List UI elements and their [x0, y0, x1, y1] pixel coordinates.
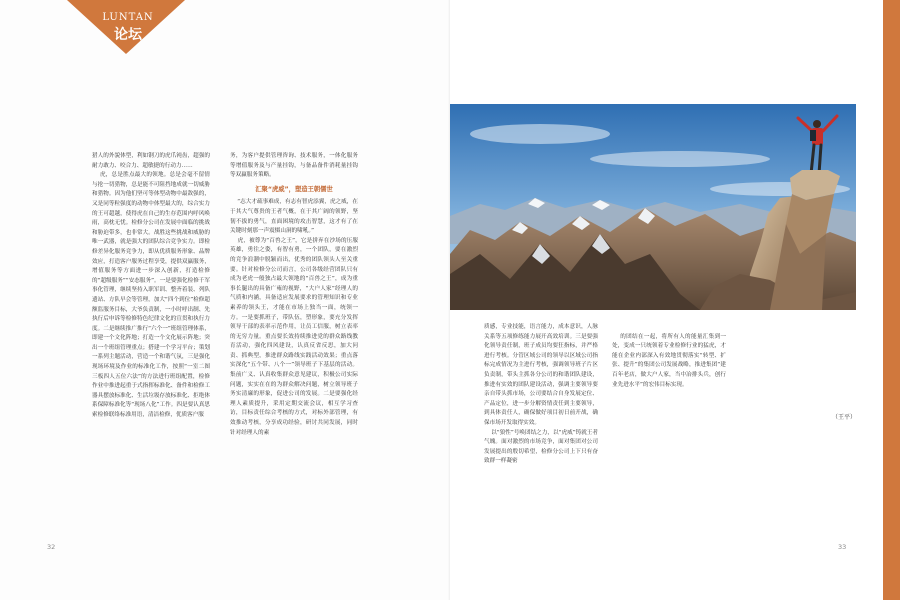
- left-column-2-intro: 务，为客户提供管理咨询、技术服务，一体化服务等增值服务及与产量挂钩，与备品备件消耗量挂钩等双赢服务策略。: [230, 153, 358, 179]
- section-tag: [67, 0, 185, 54]
- left-column-1: 猎人的外貌体型，利如钢刀的虎爪钝齿，超强的耐力敢力、咬合力、超敏捷的行动力…… 虎，总是胜点最大的领地。总是会毫不留情与抢一切猎物，总是能不可阻挡地成就一切威胁和猎物。因为他们坚可等体型动物中最敌强的，又是同等粒强度的动物中体型最大的，综合实力的王可超越，使得虎在自己的生存范围内呼风唤雨，高枕无忧。检修分公司在发展中面临的挑战和胁迫带多，也非常大。战胜这些挑战和威胁的唯一武器，就是强大的团队综合竞争实力。即检修差异化服务竞争力，即从优质服务形象、品牌效应，打造客户服务过程享受，提供双赢服务，增值服务等方面进一步深入创新，打造检修的“超级服务”“安态服务”。一是要强化检修千军事化管理，继续坚持入职军训、整齐着装、列队遗站、方队早会等管理，加大“四个到位”检修超额监服务目标，大爷负责制，一小时呼出制、先执行后申诉等检修特色纪律文化的宣贯和执行力度。二是继续推广推行“六个一”班组管理体系，即建一个文化阵地；打造一个文化展示阵地；突出一个班组管理重点；搭建一个学习平台；策划一系列主题活动，营造一个和谐气氛，三是强化现场环境及作业的标准化工作，按照“一室二图三板四人五位六法”的方法进行班组配置，检修作业中推进起重于式指挥标准化、备件和检修工器具摆放标准化、生活垃圾存放标准化、拒绝体系保障标准化等“现场八化”工作。四是要认真思索检修联络标准用语，清洁检修，优质客户服: [92, 153, 210, 419]
- right-column-3: [740, 323, 856, 423]
- left-column-2: [230, 152, 358, 537]
- right-column-2-text: 的团结在一起，将所有人的能量汇集到一处，变成一只统领着专业检修行业的猛虎，才能在企业内部深入有效地贯彻落实“转型、扩张、提升”的集团公司发展战略，推进集团“建百年老店，做大户人家，当中冶排头兵，创行业先进水平”的宏伟目标实现。: [612, 333, 726, 388]
- sub-heading: 汇聚“虎威”，塑造王朝儒世: [255, 185, 333, 193]
- section-label-cn: 论坛: [114, 27, 142, 43]
- right-column-1: 质感，专业技能，语言能力，成本意识，人脉关系等五项修练能力展开高效培训。三是要强化领导责任制，班子成员均要狂指标，并严格进行考核。分管区域公司的领导以区域公司指标完成情况为主进行考核，强调领导班子片区负责制，带头主抓各分公司的和谐团队建设，推进有实效的团队建设活动，强调主要领导要亲自带头抓市场，公司要结合自身发展定位、产品定位，进一步分解资情责任到主要领导，到具体责任人，确保做好项目初日前开战，确保市场开发取得实效。 以“狼性”号唤团结之力，以“虎威”铸就王者气魄。面对激烈的市场竞争，面对集团对公司发展提出的殷切希望，检修分公司上下只有奋致群一样凝密: [484, 324, 598, 465]
- orange-side-band: [883, 0, 900, 600]
- right-column-2: [612, 323, 726, 535]
- mountain-summit-illustration: [450, 104, 856, 310]
- section-label-en: LUNTAN: [102, 12, 154, 23]
- author-byline: （王平）: [831, 414, 856, 422]
- page-number-left: 32: [47, 543, 56, 551]
- page-number-right: 33: [838, 543, 847, 551]
- left-column-2-body: “志大才疏事难成，有志有智虎添翼，虎之威，在于其大气尊贵的王者气概，在于其广阔的领野，坚韧不拔的勇气，直面困境的攻击智慧，这才有了在关键时刻那一声震慑山洞的啸吼。” 虎，被尊为“百兽之王”，它是拼弃在沙场的压服英雄，勇往之姿，有智有勇，一个团队，要在激烈的竞争浪潮中脱颖而出，优秀的团队领头人至关重要。针对检修分公司而言，公司各级经营团队只有成为老虎一般独占最大领地的“百兽之王”，成为重事长腿出的具备广雍的视野，“大户人家”经理人的气质和内涵，具备适应发展要求的管理知识和专业素养的领头王，才能在市场上独当一面，统领一方。一是要抓班子，带队伍，塑形象，要充分发挥领导干部的表率示范作用，让员工信服，树立表率的无穷力量。重点要长效持续推进党的群众路线教育活动，强化四风建设，认真反省反思，加大问责、抓典型，推进群众路线实践活动效果；重点落实深化“五个带、八个一”领导班子下基层的活动。集前广义、认真收集群众意见建议，积极公司实际问题，实实在在的为群众解决问题，树立领导班子务实清廉的形象，促进公司的发展。二是要强化经理人素质提升，采用定期交流会议，相互学习查访，目标责任综合考核的方式，对标外部管理，有效推动考核，分享成功经验，研讨共同发展，同时针对经理人的素: [230, 199, 358, 436]
- mountain-summit-photo: [450, 104, 856, 310]
